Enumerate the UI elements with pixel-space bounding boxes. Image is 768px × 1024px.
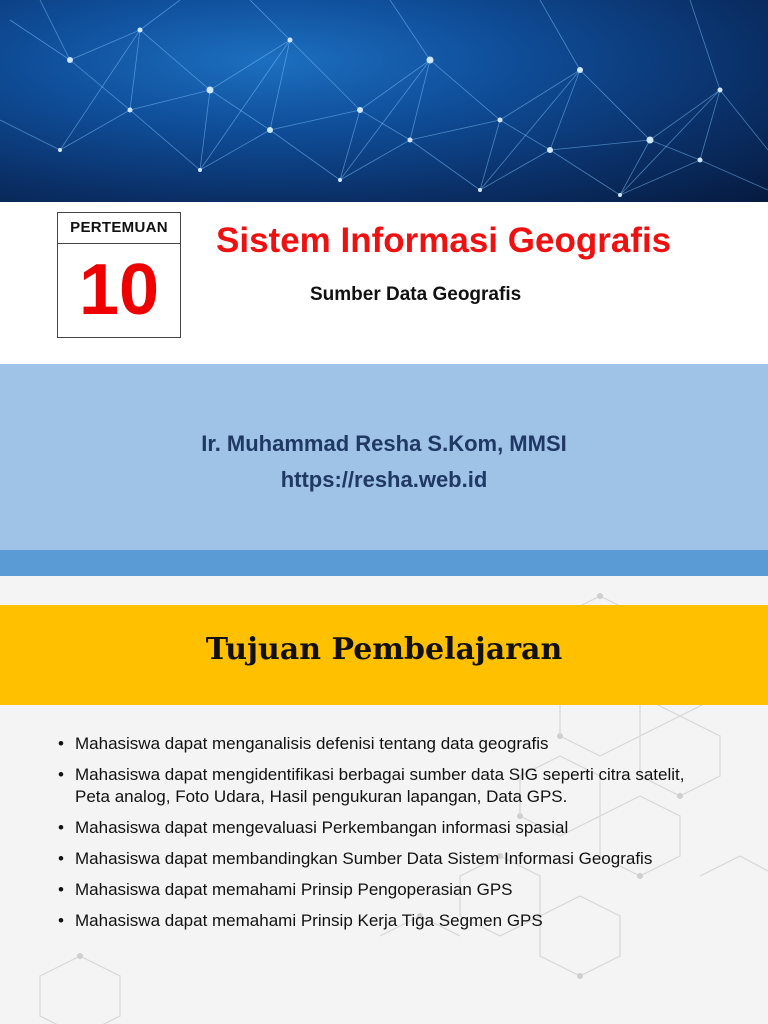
objective-list xyxy=(58,733,718,941)
bullet-icon: • xyxy=(58,849,64,868)
objective-text: Mahasiswa dapat memahami Prinsip Kerja Tiga Segmen GPS xyxy=(75,911,543,930)
objective-item xyxy=(58,848,718,870)
network-banner-image xyxy=(0,0,768,202)
objective-text: Mahasiswa dapat mengidentifikasi berbagai sumber data SIG seperti citra satelit, Peta analog, Foto Udara, Hasil pengukuran lapangan, Data GPS. xyxy=(75,765,685,806)
author-band xyxy=(0,364,768,550)
objective-text: Mahasiswa dapat mengevaluasi Perkembangan informasi spasial xyxy=(75,818,569,837)
objective-text: Mahasiswa dapat menganalisis defenisi tentang data geografis xyxy=(75,734,549,753)
objective-text: Mahasiswa dapat membandingkan Sumber Data Sistem Informasi Geografis xyxy=(75,849,653,868)
slide-subtitle: Sumber Data Geografis xyxy=(310,284,522,305)
network-graphic xyxy=(0,0,768,202)
bullet-icon: • xyxy=(58,734,64,753)
author-website: https://resha.web.id xyxy=(280,467,488,492)
blue-divider-strip xyxy=(0,550,768,576)
bullet-icon: • xyxy=(58,818,64,837)
objective-item xyxy=(58,910,718,932)
meeting-label: PERTEMUAN xyxy=(58,213,180,244)
meeting-box xyxy=(57,212,181,338)
objectives-title: Tujuan Pembelajaran xyxy=(205,632,563,667)
slide-title: Sistem Informasi Geografis xyxy=(216,221,672,260)
objective-item xyxy=(58,764,718,808)
author-name: Ir. Muhammad Resha S.Kom, MMSI xyxy=(201,431,567,456)
bullet-icon: • xyxy=(58,880,64,899)
objective-item xyxy=(58,733,718,755)
objective-text: Mahasiswa dapat memahami Prinsip Pengoperasian GPS xyxy=(75,880,513,899)
meeting-number: 10 xyxy=(78,250,160,330)
bullet-icon: • xyxy=(58,911,64,930)
objective-item xyxy=(58,817,718,839)
bullet-icon: • xyxy=(58,765,64,784)
objective-item xyxy=(58,879,718,901)
